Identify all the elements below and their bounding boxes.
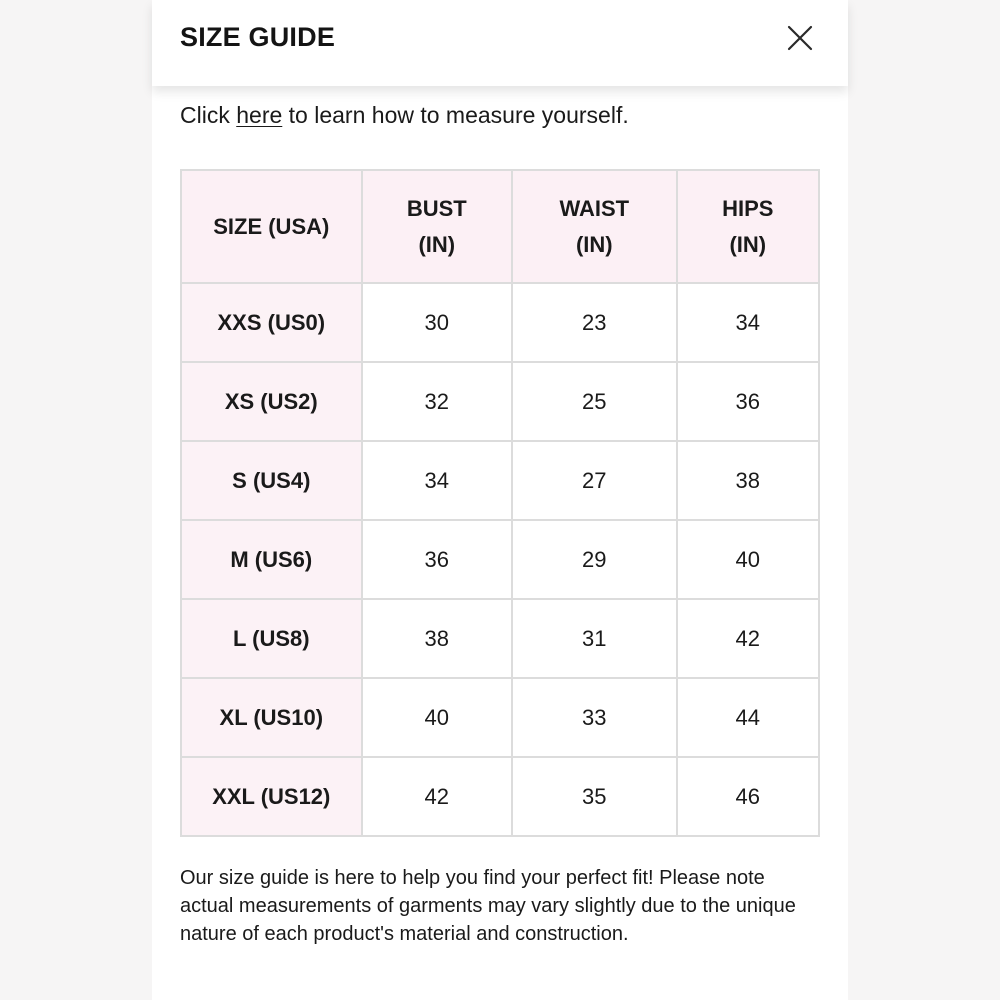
table-header-row (181, 170, 819, 283)
hips-cell: 46 (677, 757, 819, 836)
hips-cell: 34 (677, 283, 819, 362)
hips-cell: 36 (677, 362, 819, 441)
measure-instructions (180, 102, 629, 129)
intro-suffix: to learn how to measure yourself. (282, 102, 629, 128)
header-hips-unit: (IN) (729, 231, 767, 257)
header-hips-label: HIPS (722, 195, 774, 221)
modal-header (152, 0, 848, 86)
bust-cell: 32 (362, 362, 512, 441)
size-cell: S (US4) (181, 441, 362, 520)
size-cell: XS (US2) (181, 362, 362, 441)
size-cell: L (US8) (181, 599, 362, 678)
bust-cell: 40 (362, 678, 512, 757)
table-row (181, 283, 819, 362)
waist-cell: 35 (512, 757, 677, 836)
hips-cell: 44 (677, 678, 819, 757)
size-chart-table (180, 169, 820, 837)
size-cell: XXS (US0) (181, 283, 362, 362)
size-cell: XL (US10) (181, 678, 362, 757)
header-waist (512, 170, 677, 283)
bust-cell: 30 (362, 283, 512, 362)
hips-cell: 42 (677, 599, 819, 678)
header-waist-label: WAIST (559, 195, 630, 221)
table-row (181, 599, 819, 678)
hips-cell: 38 (677, 441, 819, 520)
waist-cell: 29 (512, 520, 677, 599)
header-bust (362, 170, 512, 283)
size-guide-modal (152, 0, 848, 1000)
waist-cell: 25 (512, 362, 677, 441)
bust-cell: 36 (362, 520, 512, 599)
table-row (181, 441, 819, 520)
header-bust-unit: (IN) (418, 231, 456, 257)
header-bust-label: BUST (406, 195, 467, 221)
waist-cell: 31 (512, 599, 677, 678)
size-cell: XXL (US12) (181, 757, 362, 836)
header-size (181, 170, 362, 283)
modal-title: SIZE GUIDE (180, 22, 336, 52)
header-hips (677, 170, 819, 283)
size-cell: M (US6) (181, 520, 362, 599)
table-row (181, 362, 819, 441)
waist-cell: 23 (512, 283, 677, 362)
bust-cell: 34 (362, 441, 512, 520)
waist-cell: 33 (512, 678, 677, 757)
header-waist-unit: (IN) (575, 231, 613, 257)
table-row (181, 757, 819, 836)
intro-prefix: Click (180, 102, 237, 128)
waist-cell: 27 (512, 441, 677, 520)
measure-guide-link[interactable]: here (236, 102, 283, 128)
bust-cell: 42 (362, 757, 512, 836)
close-icon (786, 24, 814, 52)
header-size-label: SIZE (USA) (213, 213, 330, 239)
table-row (181, 520, 819, 599)
size-guide-note: Our size guide is here to help you find your perfect fit! Please note actual measurements of garments may vary slightly due to the unique nature of each product's material and construction. (180, 867, 796, 945)
table-row (181, 678, 819, 757)
bust-cell: 38 (362, 599, 512, 678)
close-button[interactable] (786, 24, 814, 52)
hips-cell: 40 (677, 520, 819, 599)
